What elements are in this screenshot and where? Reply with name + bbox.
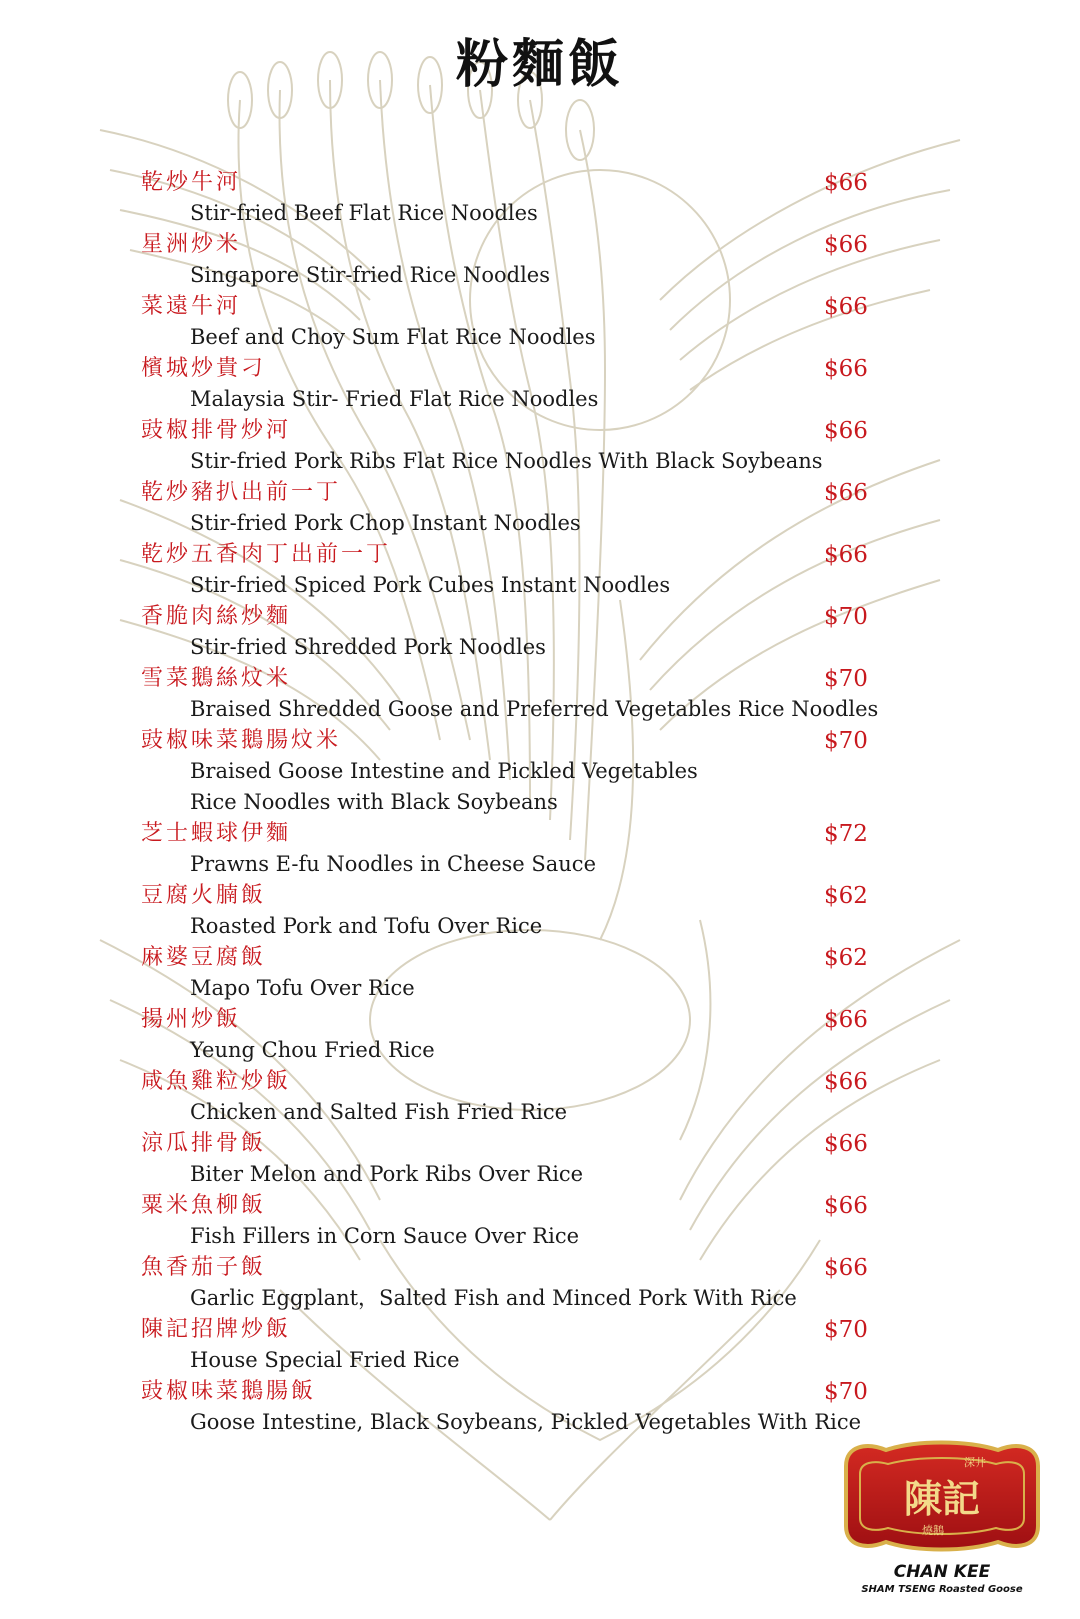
dish-name-en: Singapore Stir-fried Rice Noodles	[190, 263, 550, 287]
dish-price: $70	[824, 1317, 868, 1343]
dish-name-en: Goose Intestine, Black Soybeans, Pickled Vegetables With Rice	[190, 1410, 862, 1434]
dish-name-zh: 檳城炒貴刁	[141, 356, 267, 381]
dish-name-zh: 豆腐火腩飯	[141, 883, 267, 908]
menu-item	[0, 602, 1080, 664]
dish-name-en: Prawns E-fu Noodles in Cheese Sauce	[190, 852, 596, 876]
dish-price: $66	[824, 170, 868, 196]
dish-name-zh: 豉椒味菜鵝腸飯	[141, 1379, 317, 1404]
dish-price: $70	[824, 1379, 868, 1405]
logo-subtitle: SHAM TSENG Roasted Goose	[861, 1584, 1023, 1595]
dish-name-zh: 涼瓜排骨飯	[141, 1131, 267, 1156]
page-title: 粉麵飯	[455, 34, 624, 95]
dish-price: $66	[824, 1007, 868, 1033]
menu-item	[0, 1191, 1080, 1253]
dish-name-zh: 菜遠牛河	[141, 294, 242, 319]
dish-price: $70	[824, 604, 868, 630]
dish-name-zh: 咸魚雞粒炒飯	[141, 1069, 292, 1094]
dish-price: $66	[824, 480, 868, 506]
dish-name-zh: 芝士蝦球伊麵	[141, 821, 292, 846]
menu-item	[0, 881, 1080, 943]
menu-item	[0, 664, 1080, 726]
dish-name-en: Biter Melon and Pork Ribs Over Rice	[190, 1162, 584, 1186]
menu-item	[0, 1129, 1080, 1191]
dish-name-en: Stir-fried Shredded Pork Noodles	[190, 635, 546, 659]
dish-name-zh: 乾炒五香肉丁出前一丁	[141, 542, 392, 567]
dish-name-zh: 乾炒牛河	[141, 170, 242, 195]
dish-name-zh: 魚香茄子飯	[141, 1255, 267, 1280]
dish-name-zh: 乾炒豬扒出前一丁	[141, 480, 342, 505]
dish-name-en: Yeung Chou Fried Rice	[190, 1038, 435, 1062]
dish-price: $66	[824, 418, 868, 444]
dish-name-en: Chicken and Salted Fish Fried Rice	[190, 1100, 568, 1124]
dish-name-en: Fish Fillers in Corn Sauce Over Rice	[190, 1224, 580, 1248]
dish-price: $66	[824, 232, 868, 258]
menu-item	[0, 354, 1080, 416]
menu-item	[0, 540, 1080, 602]
menu-item	[0, 819, 1080, 881]
dish-name-en: Stir-fried Spiced Pork Cubes Instant Noodles	[190, 573, 671, 597]
dish-name-en: Stir-fried Pork Ribs Flat Rice Noodles With Black Soybeans	[190, 449, 823, 473]
dish-name-zh: 豉椒味菜鵝腸炆米	[141, 728, 342, 753]
dish-name-en: Garlic Eggplant，Salted Fish and Minced Pork With Rice	[190, 1286, 797, 1310]
dish-price: $66	[824, 356, 868, 382]
dish-name-en: Beef and Choy Sum Flat Rice Noodles	[190, 325, 596, 349]
dish-name-zh: 粟米魚柳飯	[141, 1193, 267, 1218]
menu-item	[0, 1005, 1080, 1067]
menu-item	[0, 1067, 1080, 1129]
dish-name-zh: 香脆肉絲炒麵	[141, 604, 292, 629]
dish-name-en: Stir-fried Beef Flat Rice Noodles	[190, 201, 538, 225]
menu-list	[0, 168, 1080, 1439]
dish-price: $66	[824, 542, 868, 568]
dish-price: $72	[824, 821, 868, 847]
dish-name-zh: 雪菜鵝絲炆米	[141, 666, 292, 691]
dish-price: $62	[824, 883, 868, 909]
logo-badge	[826, 1436, 1058, 1556]
dish-name-zh: 陳記招牌炒飯	[141, 1317, 292, 1342]
menu-item	[0, 943, 1080, 1005]
dish-price: $66	[824, 1255, 868, 1281]
menu-item	[0, 726, 1080, 819]
dish-price: $66	[824, 1193, 868, 1219]
dish-name-zh: 星洲炒米	[141, 232, 242, 257]
menu-item	[0, 292, 1080, 354]
dish-name-en: Braised Shredded Goose and Preferred Vegetables Rice Noodles	[190, 697, 879, 721]
dish-price: $66	[824, 1069, 868, 1095]
dish-name-en: House Special Fried Rice	[190, 1348, 460, 1372]
menu-item	[0, 1315, 1080, 1377]
dish-price: $70	[824, 728, 868, 754]
menu-item	[0, 230, 1080, 292]
dish-name-en: Roasted Pork and Tofu Over Rice	[190, 914, 543, 938]
dish-name-en: Mapo Tofu Over Rice	[190, 976, 415, 1000]
dish-name-zh: 揚州炒飯	[141, 1007, 242, 1032]
dish-name-en: Braised Goose Intestine and Pickled Vegetables	[190, 759, 698, 783]
menu-item	[0, 168, 1080, 230]
logo-main-text: 陳記	[903, 1476, 981, 1521]
menu-item	[0, 1253, 1080, 1315]
menu-item	[0, 478, 1080, 540]
dish-price: $66	[824, 1131, 868, 1157]
dish-name-zh: 麻婆豆腐飯	[141, 945, 267, 970]
logo-name: CHAN KEE	[893, 1562, 991, 1582]
dish-price: $66	[824, 294, 868, 320]
menu-item	[0, 1377, 1080, 1439]
menu-item	[0, 416, 1080, 478]
dish-name-zh: 豉椒排骨炒河	[141, 418, 292, 443]
dish-price: $62	[824, 945, 868, 971]
dish-price: $70	[824, 666, 868, 692]
dish-name-en: Stir-fried Pork Chop Instant Noodles	[190, 511, 581, 535]
logo-bottom-text: 燒鵝	[922, 1524, 944, 1537]
dish-name-en-line2: Rice Noodles with Black Soybeans	[190, 790, 558, 814]
restaurant-logo	[826, 1436, 1058, 1606]
logo-top-text: 深井	[964, 1456, 986, 1469]
dish-name-en: Malaysia Stir- Fried Flat Rice Noodles	[190, 387, 599, 411]
